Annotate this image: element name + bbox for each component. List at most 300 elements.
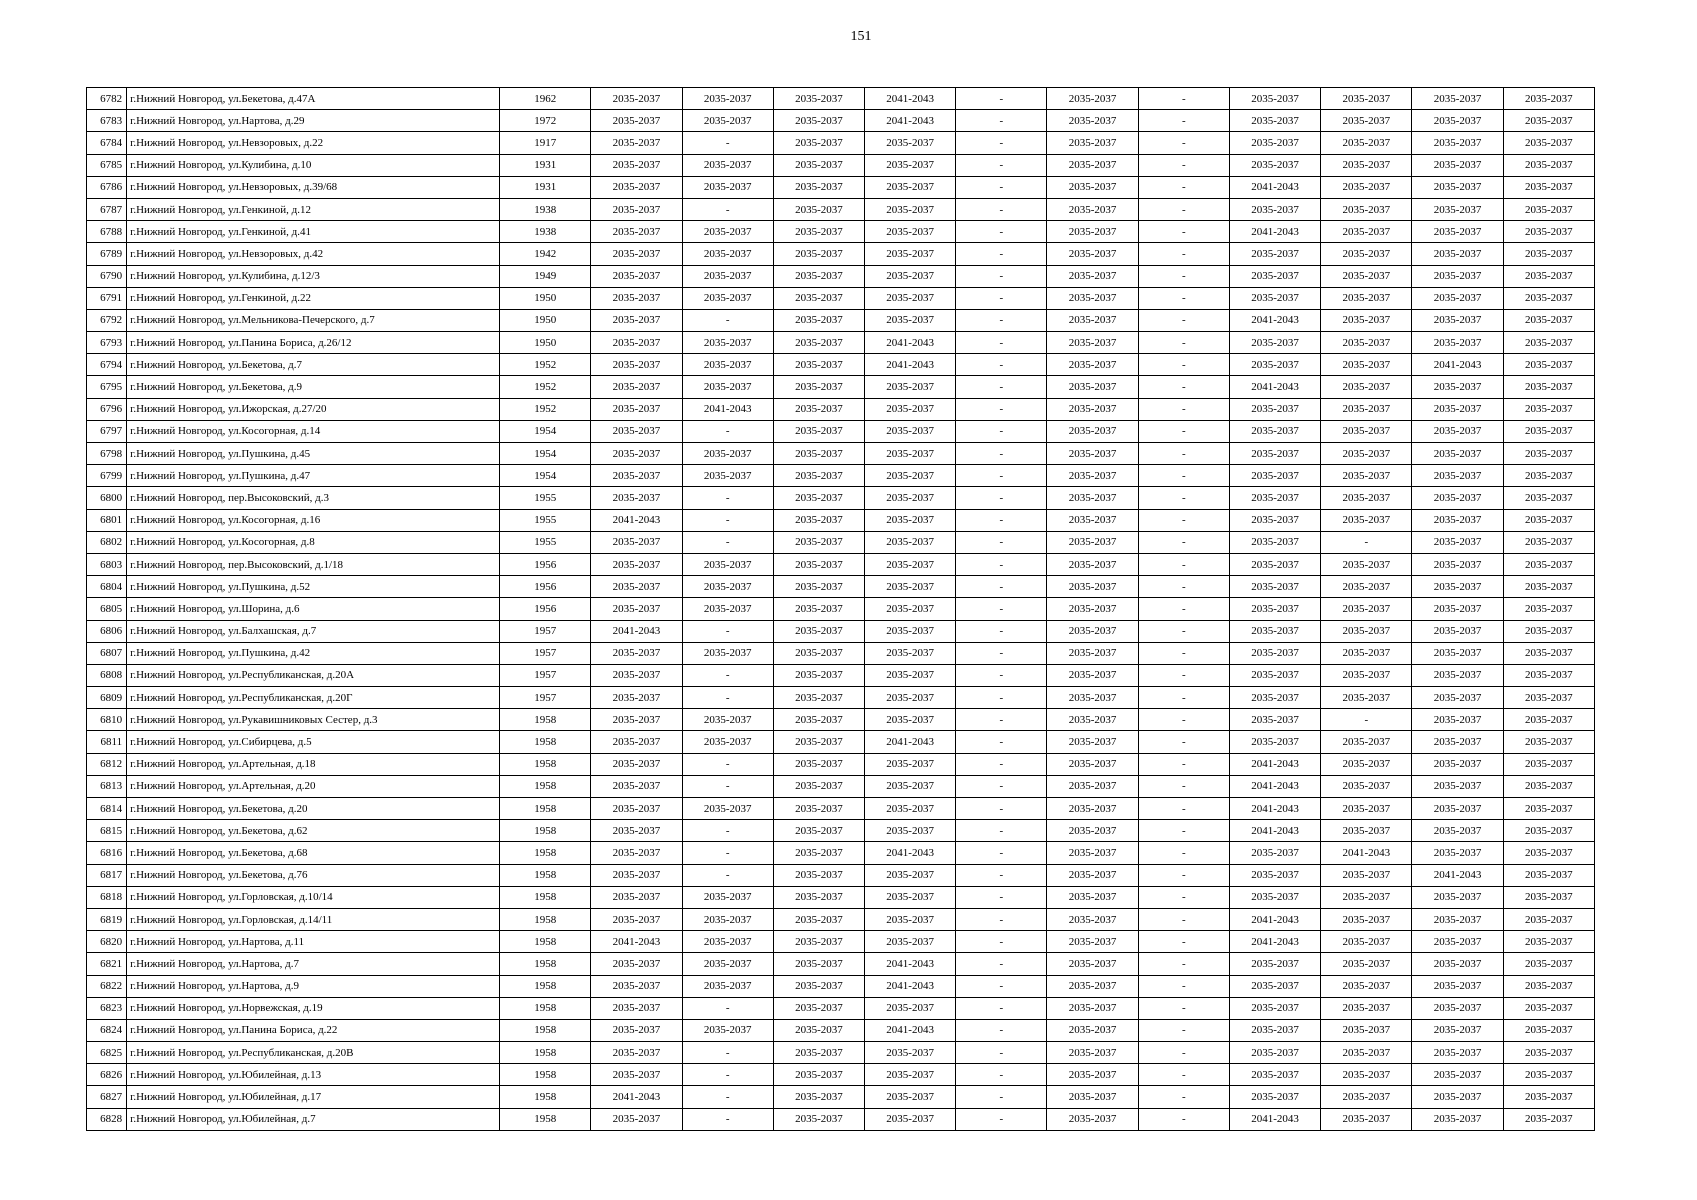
cell-period-6: 2035-2037 [1047, 332, 1138, 354]
cell-year-built: 1950 [500, 287, 591, 309]
cell-period-9: 2035-2037 [1321, 287, 1412, 309]
cell-period-1: 2035-2037 [591, 398, 682, 420]
cell-period-2: 2035-2037 [682, 642, 773, 664]
cell-year-built: 1956 [500, 576, 591, 598]
cell-period-2: 2035-2037 [682, 798, 773, 820]
cell-year-built: 1955 [500, 531, 591, 553]
cell-period-5: - [956, 132, 1047, 154]
cell-period-4: 2035-2037 [865, 997, 956, 1019]
cell-period-3: 2035-2037 [773, 243, 864, 265]
cell-period-9: 2035-2037 [1321, 908, 1412, 930]
cell-period-4: 2035-2037 [865, 420, 956, 442]
cell-year-built: 1949 [500, 265, 591, 287]
cell-row-number: 6824 [87, 1019, 127, 1041]
cell-period-3: 2035-2037 [773, 420, 864, 442]
cell-period-5: - [956, 687, 1047, 709]
cell-address: г.Нижний Новгород, ул.Невзоровых, д.39/68 [127, 176, 500, 198]
cell-period-1: 2035-2037 [591, 88, 682, 110]
table-row [87, 687, 1595, 709]
cell-period-7: - [1138, 598, 1229, 620]
cell-address: г.Нижний Новгород, ул.Шорина, д.6 [127, 598, 500, 620]
cell-period-10: 2035-2037 [1412, 1042, 1503, 1064]
cell-period-7: - [1138, 1019, 1229, 1041]
cell-period-8: 2041-2043 [1229, 775, 1320, 797]
cell-period-11: 2035-2037 [1503, 1042, 1594, 1064]
cell-period-5: - [956, 309, 1047, 331]
cell-period-1: 2035-2037 [591, 487, 682, 509]
cell-period-8: 2041-2043 [1229, 176, 1320, 198]
cell-period-6: 2035-2037 [1047, 753, 1138, 775]
cell-period-1: 2035-2037 [591, 354, 682, 376]
cell-period-6: 2035-2037 [1047, 1086, 1138, 1108]
cell-row-number: 6793 [87, 332, 127, 354]
cell-period-3: 2035-2037 [773, 287, 864, 309]
cell-period-5: - [956, 842, 1047, 864]
cell-row-number: 6789 [87, 243, 127, 265]
cell-period-3: 2035-2037 [773, 598, 864, 620]
cell-period-9: - [1321, 531, 1412, 553]
cell-period-6: 2035-2037 [1047, 798, 1138, 820]
cell-year-built: 1931 [500, 176, 591, 198]
cell-period-10: 2035-2037 [1412, 443, 1503, 465]
cell-period-2: 2035-2037 [682, 443, 773, 465]
cell-row-number: 6797 [87, 420, 127, 442]
cell-address: г.Нижний Новгород, ул.Бекетова, д.68 [127, 842, 500, 864]
cell-period-2: - [682, 1042, 773, 1064]
cell-period-5: - [956, 642, 1047, 664]
cell-year-built: 1942 [500, 243, 591, 265]
cell-period-8: 2035-2037 [1229, 687, 1320, 709]
cell-period-9: 2035-2037 [1321, 509, 1412, 531]
cell-period-8: 2035-2037 [1229, 864, 1320, 886]
cell-period-2: - [682, 864, 773, 886]
cell-period-4: 2041-2043 [865, 354, 956, 376]
cell-row-number: 6828 [87, 1108, 127, 1130]
cell-period-3: 2035-2037 [773, 664, 864, 686]
cell-row-number: 6785 [87, 154, 127, 176]
cell-period-10: 2035-2037 [1412, 975, 1503, 997]
cell-period-10: 2035-2037 [1412, 775, 1503, 797]
table-row [87, 309, 1595, 331]
cell-row-number: 6794 [87, 354, 127, 376]
cell-row-number: 6784 [87, 132, 127, 154]
cell-period-6: 2035-2037 [1047, 287, 1138, 309]
cell-row-number: 6812 [87, 753, 127, 775]
table-row [87, 1108, 1595, 1130]
cell-row-number: 6796 [87, 398, 127, 420]
cell-period-2: - [682, 775, 773, 797]
table-row [87, 509, 1595, 531]
cell-address: г.Нижний Новгород, ул.Панина Бориса, д.22 [127, 1019, 500, 1041]
cell-period-4: 2035-2037 [865, 553, 956, 575]
cell-period-1: 2041-2043 [591, 620, 682, 642]
cell-period-3: 2035-2037 [773, 509, 864, 531]
cell-period-8: 2035-2037 [1229, 997, 1320, 1019]
cell-row-number: 6815 [87, 820, 127, 842]
table-row [87, 1064, 1595, 1086]
cell-period-6: 2035-2037 [1047, 531, 1138, 553]
cell-row-number: 6814 [87, 798, 127, 820]
cell-period-3: 2035-2037 [773, 820, 864, 842]
cell-period-10: 2035-2037 [1412, 420, 1503, 442]
cell-period-6: 2035-2037 [1047, 221, 1138, 243]
cell-period-1: 2035-2037 [591, 1019, 682, 1041]
cell-year-built: 1958 [500, 975, 591, 997]
cell-period-10: 2035-2037 [1412, 198, 1503, 220]
cell-period-11: 2035-2037 [1503, 398, 1594, 420]
housing-repair-schedule-table [86, 87, 1595, 1131]
cell-period-11: 2035-2037 [1503, 709, 1594, 731]
cell-row-number: 6805 [87, 598, 127, 620]
cell-period-2: 2035-2037 [682, 110, 773, 132]
cell-period-7: - [1138, 176, 1229, 198]
cell-period-3: 2035-2037 [773, 553, 864, 575]
table-row [87, 88, 1595, 110]
cell-period-9: 2035-2037 [1321, 88, 1412, 110]
cell-period-11: 2035-2037 [1503, 553, 1594, 575]
table-row [87, 997, 1595, 1019]
cell-period-1: 2041-2043 [591, 931, 682, 953]
cell-period-9: 2035-2037 [1321, 176, 1412, 198]
table-row [87, 975, 1595, 997]
cell-period-3: 2035-2037 [773, 886, 864, 908]
cell-year-built: 1958 [500, 931, 591, 953]
cell-period-4: 2035-2037 [865, 820, 956, 842]
cell-period-2: 2035-2037 [682, 221, 773, 243]
cell-period-9: 2035-2037 [1321, 798, 1412, 820]
cell-year-built: 1917 [500, 132, 591, 154]
cell-period-9: 2035-2037 [1321, 154, 1412, 176]
cell-year-built: 1954 [500, 420, 591, 442]
cell-period-8: 2035-2037 [1229, 88, 1320, 110]
cell-period-3: 2035-2037 [773, 398, 864, 420]
cell-period-3: 2035-2037 [773, 221, 864, 243]
cell-period-6: 2035-2037 [1047, 354, 1138, 376]
table-body [87, 88, 1595, 1131]
cell-year-built: 1958 [500, 1019, 591, 1041]
cell-period-4: 2041-2043 [865, 88, 956, 110]
cell-year-built: 1954 [500, 443, 591, 465]
cell-period-10: 2035-2037 [1412, 576, 1503, 598]
cell-period-3: 2035-2037 [773, 709, 864, 731]
cell-period-2: - [682, 420, 773, 442]
cell-period-2: 2035-2037 [682, 176, 773, 198]
cell-period-10: 2035-2037 [1412, 798, 1503, 820]
cell-period-5: - [956, 154, 1047, 176]
cell-address: г.Нижний Новгород, ул.Нартова, д.7 [127, 953, 500, 975]
cell-period-9: 2035-2037 [1321, 198, 1412, 220]
cell-period-6: 2035-2037 [1047, 376, 1138, 398]
cell-row-number: 6827 [87, 1086, 127, 1108]
cell-period-8: 2035-2037 [1229, 398, 1320, 420]
cell-period-3: 2035-2037 [773, 154, 864, 176]
cell-year-built: 1952 [500, 376, 591, 398]
cell-row-number: 6798 [87, 443, 127, 465]
cell-period-1: 2035-2037 [591, 576, 682, 598]
cell-row-number: 6786 [87, 176, 127, 198]
cell-address: г.Нижний Новгород, ул.Генкиной, д.12 [127, 198, 500, 220]
cell-period-1: 2035-2037 [591, 332, 682, 354]
cell-period-1: 2035-2037 [591, 709, 682, 731]
cell-year-built: 1938 [500, 198, 591, 220]
cell-period-6: 2035-2037 [1047, 88, 1138, 110]
cell-period-11: 2035-2037 [1503, 354, 1594, 376]
cell-period-2: 2035-2037 [682, 287, 773, 309]
table-row [87, 1086, 1595, 1108]
cell-address: г.Нижний Новгород, ул.Бекетова, д.7 [127, 354, 500, 376]
cell-period-11: 2035-2037 [1503, 443, 1594, 465]
cell-period-7: - [1138, 443, 1229, 465]
cell-period-6: 2035-2037 [1047, 864, 1138, 886]
cell-year-built: 1958 [500, 1042, 591, 1064]
cell-period-4: 2035-2037 [865, 243, 956, 265]
cell-period-9: 2035-2037 [1321, 864, 1412, 886]
table-row [87, 842, 1595, 864]
cell-period-11: 2035-2037 [1503, 154, 1594, 176]
cell-period-9: 2035-2037 [1321, 132, 1412, 154]
cell-address: г.Нижний Новгород, ул.Пушкина, д.42 [127, 642, 500, 664]
cell-period-9: 2035-2037 [1321, 620, 1412, 642]
cell-period-1: 2035-2037 [591, 265, 682, 287]
cell-period-8: 2035-2037 [1229, 953, 1320, 975]
table-row [87, 553, 1595, 575]
cell-period-3: 2035-2037 [773, 1019, 864, 1041]
cell-period-4: 2035-2037 [865, 576, 956, 598]
cell-period-5: - [956, 908, 1047, 930]
cell-period-4: 2035-2037 [865, 287, 956, 309]
cell-year-built: 1957 [500, 687, 591, 709]
cell-period-8: 2035-2037 [1229, 354, 1320, 376]
cell-period-9: 2035-2037 [1321, 110, 1412, 132]
cell-period-7: - [1138, 376, 1229, 398]
cell-year-built: 1955 [500, 509, 591, 531]
cell-year-built: 1952 [500, 398, 591, 420]
cell-address: г.Нижний Новгород, ул.Республиканская, д.20Г [127, 687, 500, 709]
cell-period-2: 2035-2037 [682, 953, 773, 975]
cell-period-2: - [682, 842, 773, 864]
cell-period-6: 2035-2037 [1047, 1064, 1138, 1086]
cell-period-8: 2035-2037 [1229, 731, 1320, 753]
cell-period-6: 2035-2037 [1047, 953, 1138, 975]
cell-address: г.Нижний Новгород, ул.Нартова, д.29 [127, 110, 500, 132]
cell-period-6: 2035-2037 [1047, 820, 1138, 842]
cell-period-8: 2035-2037 [1229, 553, 1320, 575]
cell-period-7: - [1138, 864, 1229, 886]
cell-period-2: - [682, 1108, 773, 1130]
cell-period-1: 2035-2037 [591, 820, 682, 842]
cell-period-6: 2035-2037 [1047, 620, 1138, 642]
cell-period-7: - [1138, 642, 1229, 664]
cell-period-9: 2041-2043 [1321, 842, 1412, 864]
cell-year-built: 1958 [500, 1108, 591, 1130]
table-row [87, 154, 1595, 176]
cell-row-number: 6826 [87, 1064, 127, 1086]
cell-period-4: 2035-2037 [865, 1064, 956, 1086]
cell-year-built: 1972 [500, 110, 591, 132]
cell-period-10: 2035-2037 [1412, 908, 1503, 930]
cell-address: г.Нижний Новгород, ул.Балхашская, д.7 [127, 620, 500, 642]
cell-period-10: 2035-2037 [1412, 509, 1503, 531]
cell-period-9: - [1321, 709, 1412, 731]
cell-period-6: 2035-2037 [1047, 420, 1138, 442]
cell-period-8: 2041-2043 [1229, 221, 1320, 243]
cell-address: г.Нижний Новгород, ул.Рукавишниковых Сестер, д.3 [127, 709, 500, 731]
cell-period-8: 2041-2043 [1229, 931, 1320, 953]
cell-period-11: 2035-2037 [1503, 820, 1594, 842]
cell-period-7: - [1138, 820, 1229, 842]
cell-period-5: - [956, 265, 1047, 287]
cell-period-1: 2035-2037 [591, 132, 682, 154]
cell-year-built: 1958 [500, 953, 591, 975]
cell-period-2: 2035-2037 [682, 553, 773, 575]
cell-period-2: 2035-2037 [682, 576, 773, 598]
cell-period-10: 2035-2037 [1412, 620, 1503, 642]
cell-period-2: 2035-2037 [682, 332, 773, 354]
cell-period-4: 2041-2043 [865, 842, 956, 864]
cell-address: г.Нижний Новгород, ул.Бекетова, д.76 [127, 864, 500, 886]
cell-row-number: 6790 [87, 265, 127, 287]
cell-period-5: - [956, 798, 1047, 820]
cell-period-8: 2035-2037 [1229, 332, 1320, 354]
table-row [87, 132, 1595, 154]
cell-address: г.Нижний Новгород, ул.Мельникова-Печерского, д.7 [127, 309, 500, 331]
cell-period-7: - [1138, 487, 1229, 509]
cell-period-3: 2035-2037 [773, 487, 864, 509]
table-row [87, 1019, 1595, 1041]
cell-period-6: 2035-2037 [1047, 1108, 1138, 1130]
cell-period-7: - [1138, 997, 1229, 1019]
cell-period-9: 2035-2037 [1321, 576, 1412, 598]
cell-period-3: 2035-2037 [773, 309, 864, 331]
cell-year-built: 1958 [500, 820, 591, 842]
cell-row-number: 6782 [87, 88, 127, 110]
table-row [87, 576, 1595, 598]
cell-period-11: 2035-2037 [1503, 864, 1594, 886]
cell-year-built: 1958 [500, 753, 591, 775]
cell-address: г.Нижний Новгород, ул.Горловская, д.10/14 [127, 886, 500, 908]
cell-address: г.Нижний Новгород, ул.Сибирцева, д.5 [127, 731, 500, 753]
cell-period-1: 2035-2037 [591, 1108, 682, 1130]
table-row [87, 443, 1595, 465]
table-row [87, 221, 1595, 243]
cell-period-10: 2035-2037 [1412, 709, 1503, 731]
cell-row-number: 6818 [87, 886, 127, 908]
cell-period-11: 2035-2037 [1503, 332, 1594, 354]
cell-period-10: 2035-2037 [1412, 753, 1503, 775]
table-row [87, 420, 1595, 442]
cell-period-5: - [956, 176, 1047, 198]
cell-period-11: 2035-2037 [1503, 198, 1594, 220]
cell-period-5: - [956, 820, 1047, 842]
cell-address: г.Нижний Новгород, ул.Бекетова, д.9 [127, 376, 500, 398]
cell-period-9: 2035-2037 [1321, 687, 1412, 709]
cell-period-8: 2035-2037 [1229, 620, 1320, 642]
cell-period-9: 2035-2037 [1321, 598, 1412, 620]
cell-row-number: 6825 [87, 1042, 127, 1064]
cell-period-10: 2035-2037 [1412, 731, 1503, 753]
cell-period-5: - [956, 997, 1047, 1019]
cell-period-4: 2041-2043 [865, 953, 956, 975]
cell-period-7: - [1138, 354, 1229, 376]
cell-period-7: - [1138, 731, 1229, 753]
cell-period-4: 2035-2037 [865, 664, 956, 686]
cell-address: г.Нижний Новгород, ул.Косогорная, д.16 [127, 509, 500, 531]
cell-period-11: 2035-2037 [1503, 598, 1594, 620]
cell-period-1: 2035-2037 [591, 842, 682, 864]
cell-period-1: 2035-2037 [591, 243, 682, 265]
table-row [87, 775, 1595, 797]
cell-period-9: 2035-2037 [1321, 376, 1412, 398]
cell-period-10: 2035-2037 [1412, 1064, 1503, 1086]
cell-address: г.Нижний Новгород, ул.Косогорная, д.8 [127, 531, 500, 553]
cell-period-1: 2035-2037 [591, 198, 682, 220]
cell-period-11: 2035-2037 [1503, 110, 1594, 132]
cell-period-1: 2035-2037 [591, 376, 682, 398]
cell-period-7: - [1138, 509, 1229, 531]
cell-period-11: 2035-2037 [1503, 642, 1594, 664]
cell-period-2: 2035-2037 [682, 598, 773, 620]
cell-period-8: 2041-2043 [1229, 908, 1320, 930]
cell-period-10: 2035-2037 [1412, 931, 1503, 953]
cell-period-6: 2035-2037 [1047, 709, 1138, 731]
cell-period-5: - [956, 864, 1047, 886]
cell-period-10: 2035-2037 [1412, 1019, 1503, 1041]
cell-period-2: 2035-2037 [682, 1019, 773, 1041]
cell-period-10: 2035-2037 [1412, 110, 1503, 132]
cell-period-7: - [1138, 1086, 1229, 1108]
cell-period-6: 2035-2037 [1047, 110, 1138, 132]
cell-period-2: 2035-2037 [682, 886, 773, 908]
cell-year-built: 1958 [500, 842, 591, 864]
cell-period-7: - [1138, 332, 1229, 354]
cell-period-8: 2035-2037 [1229, 709, 1320, 731]
cell-period-10: 2035-2037 [1412, 243, 1503, 265]
table-row [87, 265, 1595, 287]
cell-period-4: 2035-2037 [865, 709, 956, 731]
cell-period-4: 2041-2043 [865, 975, 956, 997]
cell-period-1: 2035-2037 [591, 864, 682, 886]
cell-period-2: - [682, 997, 773, 1019]
cell-period-1: 2035-2037 [591, 642, 682, 664]
cell-period-11: 2035-2037 [1503, 576, 1594, 598]
cell-period-3: 2035-2037 [773, 1086, 864, 1108]
cell-period-2: - [682, 687, 773, 709]
cell-row-number: 6801 [87, 509, 127, 531]
cell-row-number: 6792 [87, 309, 127, 331]
cell-period-1: 2035-2037 [591, 531, 682, 553]
cell-period-7: - [1138, 1064, 1229, 1086]
cell-period-11: 2035-2037 [1503, 376, 1594, 398]
cell-period-4: 2035-2037 [865, 176, 956, 198]
table-row [87, 908, 1595, 930]
cell-period-4: 2035-2037 [865, 775, 956, 797]
cell-period-2: 2035-2037 [682, 354, 773, 376]
cell-address: г.Нижний Новгород, ул.Пушкина, д.47 [127, 465, 500, 487]
cell-year-built: 1958 [500, 1086, 591, 1108]
cell-period-11: 2035-2037 [1503, 1108, 1594, 1130]
cell-period-5: - [956, 443, 1047, 465]
cell-period-3: 2035-2037 [773, 198, 864, 220]
cell-period-3: 2035-2037 [773, 642, 864, 664]
cell-period-10: 2035-2037 [1412, 642, 1503, 664]
cell-row-number: 6788 [87, 221, 127, 243]
cell-period-7: - [1138, 309, 1229, 331]
cell-period-8: 2035-2037 [1229, 198, 1320, 220]
cell-period-3: 2035-2037 [773, 176, 864, 198]
cell-period-10: 2035-2037 [1412, 332, 1503, 354]
cell-period-10: 2041-2043 [1412, 354, 1503, 376]
cell-period-5: - [956, 1064, 1047, 1086]
